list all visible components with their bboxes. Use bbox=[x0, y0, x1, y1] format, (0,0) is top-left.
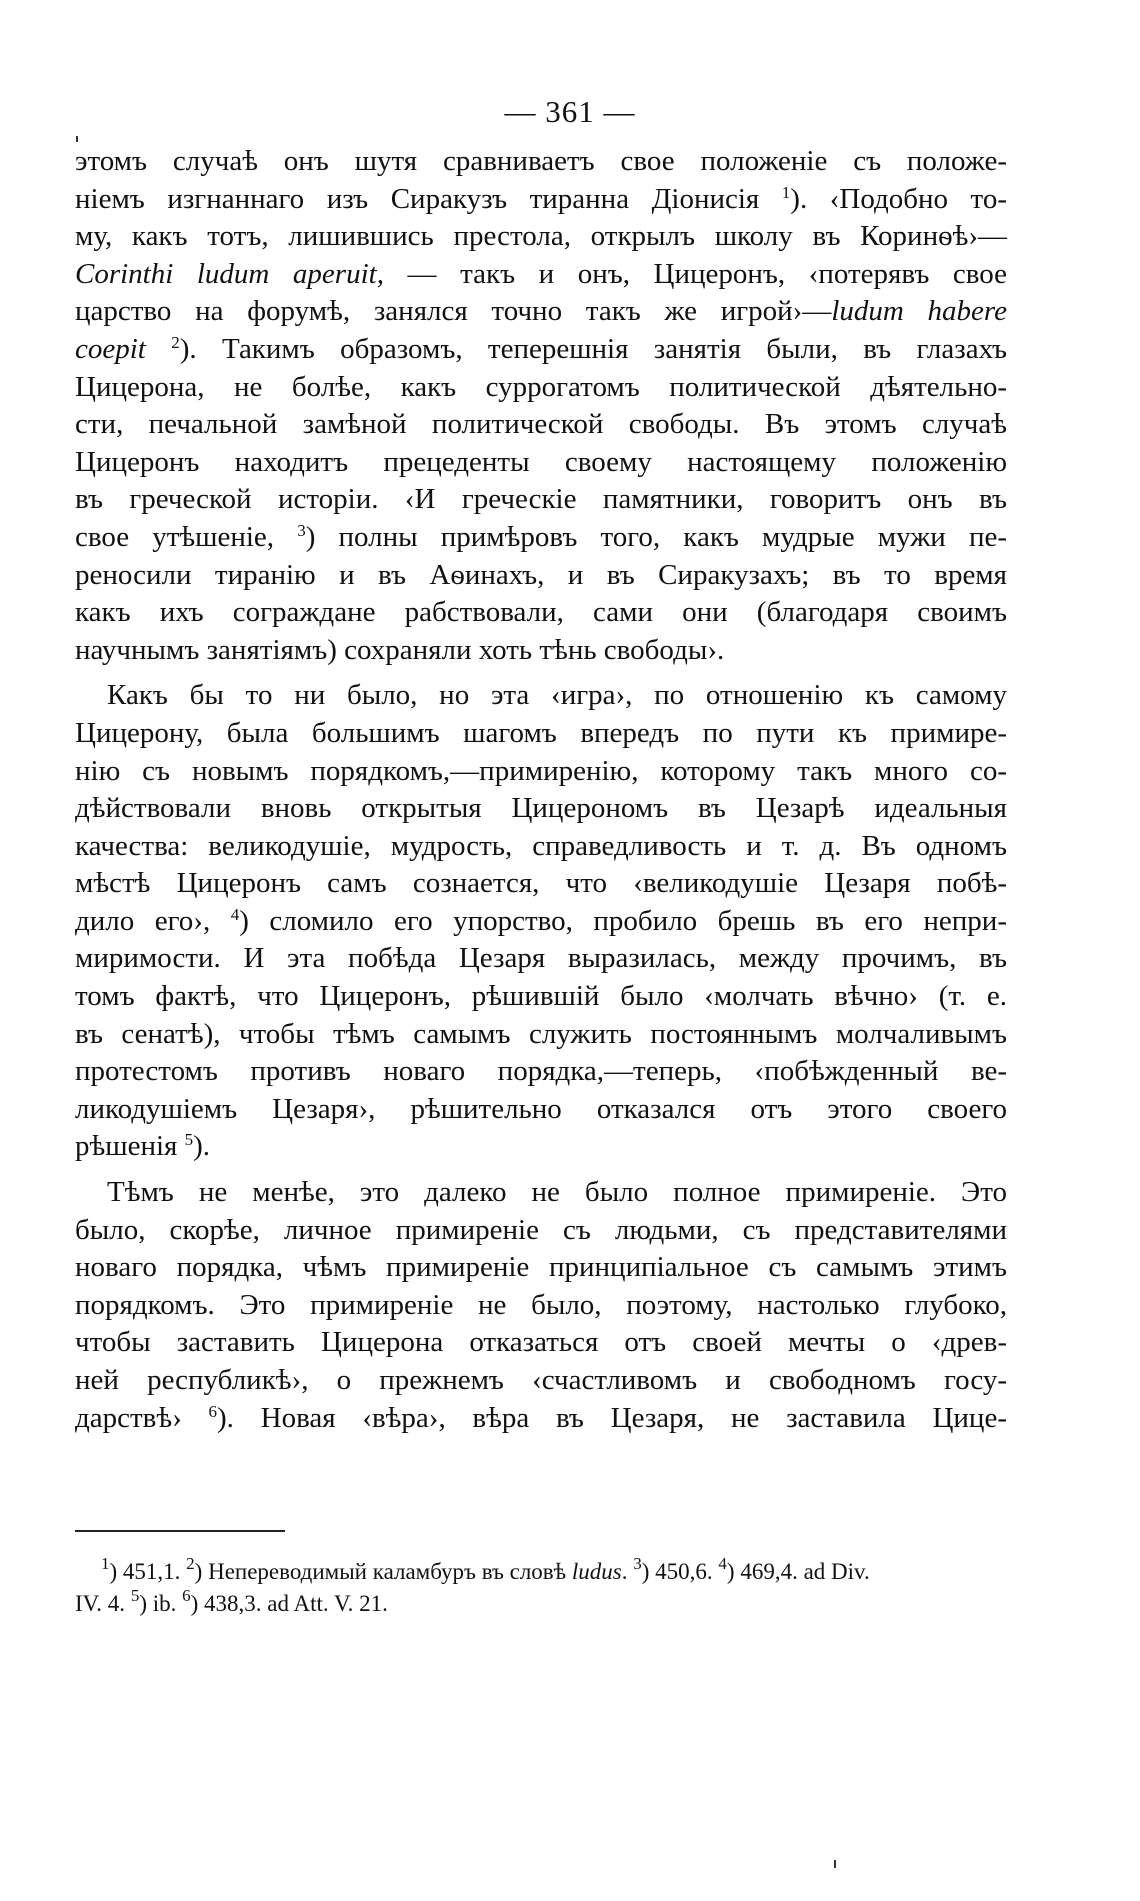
text-run: научнымъ занятіямъ) сохраняли хоть тѣнь свободы›. bbox=[75, 633, 725, 666]
latin-quote: ludus bbox=[571, 1559, 622, 1584]
text-line bbox=[75, 481, 1007, 519]
text-run: реносили тиранію и въ Аѳинахъ, и въ Сиракузахъ; въ то время bbox=[75, 558, 1007, 591]
footnote-marker: 4 bbox=[230, 904, 240, 924]
text-run: ) Непереводимый каламбуръ въ словѣ bbox=[194, 1559, 572, 1584]
text-line bbox=[75, 1128, 1007, 1166]
paragraph bbox=[75, 677, 1007, 1166]
text-run: въ греческой исторіи. ‹И греческіе памятники, говоритъ онъ въ bbox=[75, 483, 1007, 516]
text-run: ) полны примѣровъ того, какъ мудрые мужи пе- bbox=[305, 520, 1008, 553]
text-run: этомъ случаѣ онъ шутя сравниваетъ свое положеніе съ положе- bbox=[75, 145, 1007, 177]
text-run: му, какъ тотъ, лишившись престола, открылъ школу въ Коринѳѣ›— bbox=[75, 220, 1007, 253]
footnote-line bbox=[75, 1556, 1007, 1588]
text-run: нію съ новымъ порядкомъ,—примиренію, которому такъ много со- bbox=[75, 754, 1007, 787]
text-line bbox=[75, 519, 1007, 557]
paragraph-gap bbox=[75, 1166, 1007, 1174]
text-line bbox=[75, 1362, 1007, 1400]
text-run: какъ ихъ сограждане рабствовали, сами они (благодаря своимъ bbox=[75, 596, 1007, 629]
latin-quote: ludum habere bbox=[831, 295, 1007, 328]
text-line bbox=[75, 181, 1007, 219]
text-run: ликодушіемъ Цезаря›, рѣшительно отказался отъ этого своего bbox=[75, 1092, 1007, 1125]
text-run: Цицеронъ находитъ прецеденты своему настоящему положенію bbox=[75, 445, 1007, 478]
footnotes bbox=[75, 1556, 1007, 1620]
text-run: чтобы заставить Цицерона отказаться отъ своей мечты о ‹древ- bbox=[75, 1326, 1007, 1359]
text-line bbox=[75, 715, 1007, 753]
text-run: ) 438,3. ad Att. V. 21. bbox=[190, 1591, 388, 1616]
text-run: дѣйствовали вновь открытыя Цицерономъ въ Цезарѣ идеальныя bbox=[75, 792, 1007, 825]
text-line bbox=[75, 1053, 1007, 1091]
paragraph-gap bbox=[75, 669, 1007, 677]
text-line bbox=[75, 1016, 1007, 1054]
text-line bbox=[75, 1212, 1007, 1250]
main-text bbox=[75, 143, 1007, 1437]
text-run: . bbox=[621, 1559, 634, 1584]
text-run: ) 451,1. bbox=[109, 1559, 187, 1584]
text-line bbox=[75, 369, 1007, 407]
latin-quote: Corinthi ludum aperuit, bbox=[75, 257, 384, 290]
text-line bbox=[75, 1174, 1007, 1212]
paragraph bbox=[75, 1174, 1007, 1437]
text-run: въ сенатѣ), чтобы тѣмъ самымъ служить постояннымъ молчаливымъ bbox=[75, 1017, 1007, 1050]
text-line bbox=[75, 143, 1007, 181]
footnote-marker: 2 bbox=[186, 1554, 195, 1573]
text-line bbox=[75, 406, 1007, 444]
footnote-marker: 6 bbox=[182, 1586, 191, 1605]
footnote-marker: 2 bbox=[171, 332, 180, 352]
footnote-marker: 3 bbox=[297, 520, 306, 540]
ink-speck bbox=[834, 1860, 836, 1868]
text-run: ) сломило его упорство, пробило брешь въ его непри- bbox=[239, 904, 1007, 937]
text-run: ) 450,6. bbox=[641, 1559, 719, 1584]
footnote-marker: 1 bbox=[101, 1554, 110, 1573]
text-run: томъ фактѣ, что Цицеронъ, рѣшившій было ‹молчать вѣчно› (т. е. bbox=[75, 980, 1007, 1013]
text-run: качества: великодушіе, мудрость, справедливость и т. д. Въ одномъ bbox=[75, 829, 1007, 862]
text-run: ) ib. bbox=[139, 1591, 183, 1616]
text-run: царство на форумѣ, занялся точно такъ же игрой›— bbox=[75, 295, 832, 328]
text-line bbox=[75, 865, 1007, 903]
text-line bbox=[75, 218, 1007, 256]
text-line bbox=[75, 903, 1007, 941]
text-run: ). Новая ‹вѣра›, вѣра въ Цезаря, не заставила Цице- bbox=[217, 1401, 1007, 1434]
text-line bbox=[75, 978, 1007, 1016]
footnote-marker: 6 bbox=[208, 1401, 217, 1421]
text-line bbox=[75, 677, 1007, 715]
text-line bbox=[75, 1091, 1007, 1129]
text-run: порядкомъ. Это примиреніе не было, поэтому, настолько глубоко, bbox=[75, 1288, 1007, 1321]
text-run: дило его›, bbox=[75, 904, 231, 937]
text-run: было, скорѣе, личное примиреніе съ людьми, съ представителями bbox=[75, 1213, 1007, 1246]
text-run: ). ‹Подобно то- bbox=[790, 182, 1007, 215]
text-run: свое утѣшеніе, bbox=[75, 520, 298, 553]
text-line bbox=[75, 1400, 1007, 1438]
text-run: мѣстѣ Цицеронъ самъ сознается, что ‹великодушіе Цезаря побѣ- bbox=[75, 867, 1007, 900]
text-line bbox=[75, 256, 1007, 294]
ink-speck bbox=[76, 136, 78, 142]
text-line bbox=[75, 940, 1007, 978]
text-run: ніемъ изгнаннаго изъ Сиракузъ тиранна Діонисія bbox=[75, 182, 782, 215]
footnote-marker: 5 bbox=[130, 1586, 140, 1605]
text-run: ). Такимъ образомъ, теперешнія занятія были, въ глазахъ bbox=[179, 332, 1007, 365]
text-line bbox=[75, 1249, 1007, 1287]
text-line bbox=[75, 1287, 1007, 1325]
text-line bbox=[75, 1324, 1007, 1362]
text-run: Цицерона, не болѣе, какъ суррогатомъ политической дѣятельно- bbox=[75, 370, 1007, 403]
text-line bbox=[75, 828, 1007, 866]
text-run: ) 469,4. ad Div. bbox=[726, 1559, 870, 1584]
text-line bbox=[75, 753, 1007, 791]
text-run: ). bbox=[193, 1130, 211, 1163]
text-run: — такъ и онъ, Цицеронъ, ‹потерявъ свое bbox=[383, 257, 1008, 290]
text-line bbox=[75, 790, 1007, 828]
footnote-marker: 4 bbox=[718, 1554, 727, 1573]
text-run: дарствѣ› bbox=[75, 1401, 209, 1434]
footnote-marker: 3 bbox=[633, 1554, 642, 1573]
footnote-marker: 5 bbox=[184, 1130, 194, 1150]
latin-quote: coepit bbox=[75, 332, 146, 365]
text-run: протестомъ противъ новаго порядка,—теперь, ‹побѣжденный ве- bbox=[75, 1055, 1007, 1088]
footnote-separator bbox=[75, 1530, 285, 1532]
text-line bbox=[75, 444, 1007, 482]
text-line bbox=[75, 632, 1007, 670]
text-run bbox=[146, 333, 171, 365]
text-line bbox=[75, 594, 1007, 632]
footnote-marker: 1 bbox=[781, 182, 791, 202]
text-run: новаго порядка, чѣмъ примиреніе принципіальное съ самымъ этимъ bbox=[75, 1251, 1007, 1284]
text-run: Тѣмъ не менѣе, это далеко не было полное примиреніе. Это bbox=[107, 1176, 1007, 1209]
text-run: IV. 4. bbox=[75, 1591, 131, 1616]
text-run: Какъ бы то ни было, но эта ‹игра›, по отношенію къ самому bbox=[107, 679, 1007, 712]
text-run: миримости. И эта побѣда Цезаря выразилась, между прочимъ, въ bbox=[75, 942, 1007, 975]
page-number: — 361 — bbox=[504, 94, 636, 129]
text-run: рѣшенія bbox=[75, 1130, 185, 1163]
text-line bbox=[75, 293, 1007, 331]
text-line bbox=[75, 557, 1007, 595]
paragraph bbox=[75, 143, 1007, 669]
text-run: сти, печальной замѣной политической свободы. Въ этомъ случаѣ bbox=[75, 408, 1007, 441]
text-line bbox=[75, 331, 1007, 369]
footnote-line bbox=[75, 1588, 1007, 1620]
text-run: ней республикѣ›, о прежнемъ ‹счастливомъ и свободномъ госу- bbox=[75, 1364, 1007, 1396]
text-run: Цицерону, была большимъ шагомъ впередъ по пути къ примире- bbox=[75, 716, 1007, 749]
